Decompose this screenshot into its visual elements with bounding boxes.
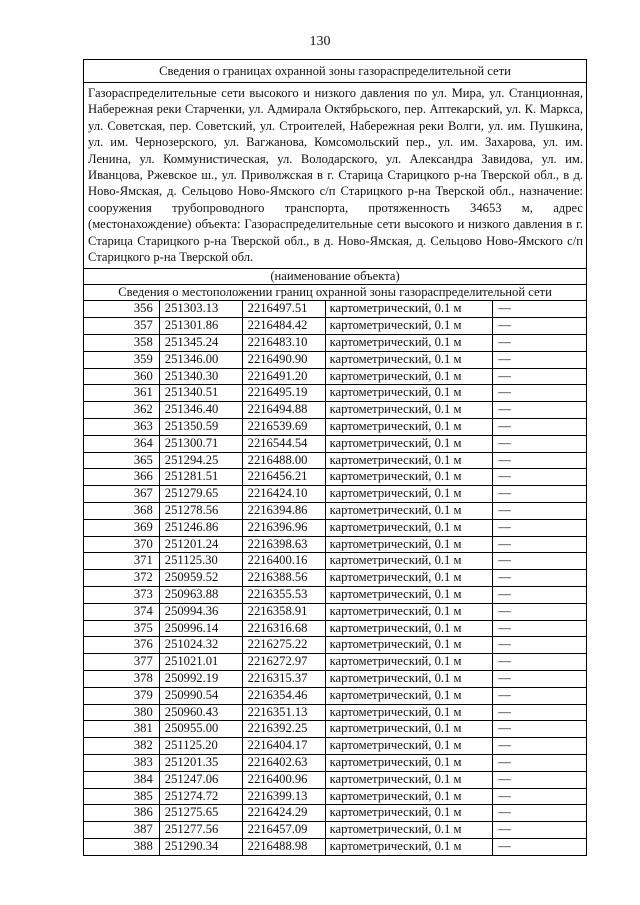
point-number: 382 xyxy=(84,738,160,755)
y-coordinate: 2216394.86 xyxy=(242,503,325,520)
point-number: 358 xyxy=(84,335,160,352)
x-coordinate: 251340.51 xyxy=(159,385,242,402)
x-coordinate: 250960.43 xyxy=(159,704,242,721)
method-accuracy: картометрический, 0.1 м xyxy=(325,368,493,385)
point-number: 361 xyxy=(84,385,160,402)
y-coordinate: 2216404.17 xyxy=(242,738,325,755)
header-row xyxy=(84,60,587,83)
x-coordinate: 251275.65 xyxy=(159,805,242,822)
point-number: 364 xyxy=(84,435,160,452)
y-coordinate: 2216424.29 xyxy=(242,805,325,822)
x-coordinate: 250959.52 xyxy=(159,570,242,587)
description-cell: — xyxy=(493,687,587,704)
description-cell: — xyxy=(493,838,587,855)
method-accuracy: картометрический, 0.1 м xyxy=(325,570,493,587)
method-accuracy: картометрический, 0.1 м xyxy=(325,469,493,486)
x-coordinate: 251346.40 xyxy=(159,402,242,419)
description-cell: — xyxy=(493,301,587,318)
table-row xyxy=(84,654,587,671)
point-number: 379 xyxy=(84,687,160,704)
table-row xyxy=(84,419,587,436)
x-coordinate: 251340.30 xyxy=(159,368,242,385)
y-coordinate: 2216488.00 xyxy=(242,452,325,469)
description-cell: — xyxy=(493,435,587,452)
y-coordinate: 2216392.25 xyxy=(242,721,325,738)
table-row xyxy=(84,385,587,402)
table-row xyxy=(84,805,587,822)
table-row xyxy=(84,301,587,318)
x-coordinate: 251024.32 xyxy=(159,637,242,654)
point-number: 381 xyxy=(84,721,160,738)
description-cell: — xyxy=(493,637,587,654)
table-row xyxy=(84,620,587,637)
boundary-table xyxy=(83,59,587,856)
method-accuracy: картометрический, 0.1 м xyxy=(325,351,493,368)
point-number: 372 xyxy=(84,570,160,587)
description-cell: — xyxy=(493,452,587,469)
point-number: 375 xyxy=(84,620,160,637)
method-accuracy: картометрический, 0.1 м xyxy=(325,435,493,452)
point-number: 371 xyxy=(84,553,160,570)
y-coordinate: 2216539.69 xyxy=(242,419,325,436)
table-row xyxy=(84,402,587,419)
y-coordinate: 2216388.56 xyxy=(242,570,325,587)
x-coordinate: 250963.88 xyxy=(159,587,242,604)
method-accuracy: картометрический, 0.1 м xyxy=(325,385,493,402)
method-accuracy: картометрический, 0.1 м xyxy=(325,603,493,620)
table-row xyxy=(84,721,587,738)
table-row xyxy=(84,570,587,587)
method-accuracy: картометрический, 0.1 м xyxy=(325,754,493,771)
object-description: Газораспределительные сети высокого и низкого давления по ул. Мира, ул. Станционная, Набережная реки Старченки, ул. Адмирала Октябрьского, пер. Аптекарский, ул. К. Маркса, ул. Советская, пер. Советский, ул. Строителей, Набережная реки Волги, ул. им. Пушкина, ул. им. Чернозерского, ул. Вагжанова, Комсомольский пер., ул. им. Захарова, ул. им. Ленина, ул. Коммунистическая, ул. Володарского, ул. Александра Завидова, ул. им. Иванцова, Ржевское ш., ул. Приволжская в г. Старица Старицкого р-на Тверской обл., в д. Ново-Ямская, д. Сельцово Ново-Ямского с/п Старицкого р-на Тверской обл., назначение: сооружения трубопроводного транспорта, протяженность 34653 м, адрес (местонахождение) объекта: Газораспределительные сети высокого и низкого давления в г. Старица Старицкого р-на Тверской обл., в д. Ново-Ямская, д. Сельцово Ново-Ямского с/п Старицкого р-на Тверской обл. xyxy=(84,83,587,269)
description-cell: — xyxy=(493,419,587,436)
y-coordinate: 2216457.09 xyxy=(242,822,325,839)
method-accuracy: картометрический, 0.1 м xyxy=(325,704,493,721)
method-accuracy: картометрический, 0.1 м xyxy=(325,671,493,688)
table-row xyxy=(84,822,587,839)
method-accuracy: картометрический, 0.1 м xyxy=(325,587,493,604)
y-coordinate: 2216494.88 xyxy=(242,402,325,419)
table-row xyxy=(84,738,587,755)
y-coordinate: 2216400.16 xyxy=(242,553,325,570)
point-number: 376 xyxy=(84,637,160,654)
point-number: 370 xyxy=(84,536,160,553)
x-coordinate: 251345.24 xyxy=(159,335,242,352)
point-number: 359 xyxy=(84,351,160,368)
table-row xyxy=(84,452,587,469)
y-coordinate: 2216483.10 xyxy=(242,335,325,352)
y-coordinate: 2216398.63 xyxy=(242,536,325,553)
point-number: 366 xyxy=(84,469,160,486)
page-number: 130 xyxy=(309,34,331,49)
point-number: 385 xyxy=(84,788,160,805)
point-number: 368 xyxy=(84,503,160,520)
point-number: 378 xyxy=(84,671,160,688)
description-cell: — xyxy=(493,771,587,788)
y-coordinate: 2216354.46 xyxy=(242,687,325,704)
table-row xyxy=(84,587,587,604)
description-cell: — xyxy=(493,486,587,503)
point-number: 374 xyxy=(84,603,160,620)
x-coordinate: 251021.01 xyxy=(159,654,242,671)
method-accuracy: картометрический, 0.1 м xyxy=(325,419,493,436)
method-accuracy: картометрический, 0.1 м xyxy=(325,402,493,419)
point-number: 386 xyxy=(84,805,160,822)
point-number: 383 xyxy=(84,754,160,771)
table-row xyxy=(84,519,587,536)
table-row xyxy=(84,503,587,520)
y-coordinate: 2216355.53 xyxy=(242,587,325,604)
object-name-row xyxy=(84,269,587,285)
description-cell: — xyxy=(493,704,587,721)
x-coordinate: 251201.24 xyxy=(159,536,242,553)
description-cell: — xyxy=(493,721,587,738)
description-cell: — xyxy=(493,822,587,839)
x-coordinate: 251303.13 xyxy=(159,301,242,318)
table-row xyxy=(84,771,587,788)
x-coordinate: 251279.65 xyxy=(159,486,242,503)
description-row xyxy=(84,83,587,269)
table-row xyxy=(84,318,587,335)
location-title-row xyxy=(84,285,587,301)
x-coordinate: 250994.36 xyxy=(159,603,242,620)
method-accuracy: картометрический, 0.1 м xyxy=(325,805,493,822)
point-number: 362 xyxy=(84,402,160,419)
method-accuracy: картометрический, 0.1 м xyxy=(325,335,493,352)
method-accuracy: картометрический, 0.1 м xyxy=(325,301,493,318)
method-accuracy: картометрический, 0.1 м xyxy=(325,654,493,671)
point-number: 369 xyxy=(84,519,160,536)
description-cell: — xyxy=(493,385,587,402)
description-cell: — xyxy=(493,536,587,553)
method-accuracy: картометрический, 0.1 м xyxy=(325,503,493,520)
table-row xyxy=(84,788,587,805)
x-coordinate: 251278.56 xyxy=(159,503,242,520)
method-accuracy: картометрический, 0.1 м xyxy=(325,318,493,335)
y-coordinate: 2216315.37 xyxy=(242,671,325,688)
y-coordinate: 2216497.51 xyxy=(242,301,325,318)
x-coordinate: 251350.59 xyxy=(159,419,242,436)
description-cell: — xyxy=(493,553,587,570)
description-cell: — xyxy=(493,351,587,368)
y-coordinate: 2216402.63 xyxy=(242,754,325,771)
y-coordinate: 2216456.21 xyxy=(242,469,325,486)
table-row xyxy=(84,687,587,704)
table-row xyxy=(84,486,587,503)
method-accuracy: картометрический, 0.1 м xyxy=(325,838,493,855)
y-coordinate: 2216424.10 xyxy=(242,486,325,503)
x-coordinate: 251300.71 xyxy=(159,435,242,452)
y-coordinate: 2216491.20 xyxy=(242,368,325,385)
method-accuracy: картометрический, 0.1 м xyxy=(325,452,493,469)
y-coordinate: 2216358.91 xyxy=(242,603,325,620)
description-cell: — xyxy=(493,754,587,771)
description-cell: — xyxy=(493,738,587,755)
point-number: 367 xyxy=(84,486,160,503)
x-coordinate: 250992.19 xyxy=(159,671,242,688)
method-accuracy: картометрический, 0.1 м xyxy=(325,637,493,654)
point-number: 377 xyxy=(84,654,160,671)
table-row xyxy=(84,469,587,486)
y-coordinate: 2216488.98 xyxy=(242,838,325,855)
y-coordinate: 2216490.90 xyxy=(242,351,325,368)
method-accuracy: картометрический, 0.1 м xyxy=(325,738,493,755)
point-number: 387 xyxy=(84,822,160,839)
y-coordinate: 2216272.97 xyxy=(242,654,325,671)
x-coordinate: 251246.86 xyxy=(159,519,242,536)
y-coordinate: 2216316.68 xyxy=(242,620,325,637)
description-cell: — xyxy=(493,671,587,688)
point-number: 356 xyxy=(84,301,160,318)
point-number: 373 xyxy=(84,587,160,604)
method-accuracy: картометрический, 0.1 м xyxy=(325,519,493,536)
y-coordinate: 2216396.96 xyxy=(242,519,325,536)
point-number: 384 xyxy=(84,771,160,788)
description-cell: — xyxy=(493,654,587,671)
description-cell: — xyxy=(493,519,587,536)
method-accuracy: картометрический, 0.1 м xyxy=(325,721,493,738)
method-accuracy: картометрический, 0.1 м xyxy=(325,553,493,570)
table-row xyxy=(84,553,587,570)
description-cell: — xyxy=(493,318,587,335)
method-accuracy: картометрический, 0.1 м xyxy=(325,620,493,637)
table-row xyxy=(84,335,587,352)
table-row xyxy=(84,351,587,368)
description-cell: — xyxy=(493,620,587,637)
table-row xyxy=(84,536,587,553)
x-coordinate: 251277.56 xyxy=(159,822,242,839)
description-cell: — xyxy=(493,402,587,419)
point-number: 360 xyxy=(84,368,160,385)
description-cell: — xyxy=(493,805,587,822)
description-cell: — xyxy=(493,368,587,385)
point-number: 357 xyxy=(84,318,160,335)
description-cell: — xyxy=(493,570,587,587)
method-accuracy: картометрический, 0.1 м xyxy=(325,536,493,553)
point-number: 365 xyxy=(84,452,160,469)
point-number: 388 xyxy=(84,838,160,855)
y-coordinate: 2216399.13 xyxy=(242,788,325,805)
table-row xyxy=(84,754,587,771)
x-coordinate: 251125.30 xyxy=(159,553,242,570)
table-row xyxy=(84,704,587,721)
x-coordinate: 251125.20 xyxy=(159,738,242,755)
x-coordinate: 250990.54 xyxy=(159,687,242,704)
y-coordinate: 2216495.19 xyxy=(242,385,325,402)
y-coordinate: 2216544.54 xyxy=(242,435,325,452)
method-accuracy: картометрический, 0.1 м xyxy=(325,771,493,788)
description-cell: — xyxy=(493,335,587,352)
x-coordinate: 251294.25 xyxy=(159,452,242,469)
description-cell: — xyxy=(493,469,587,486)
table-row xyxy=(84,435,587,452)
x-coordinate: 251301.86 xyxy=(159,318,242,335)
description-cell: — xyxy=(493,503,587,520)
x-coordinate: 250996.14 xyxy=(159,620,242,637)
y-coordinate: 2216275.22 xyxy=(242,637,325,654)
x-coordinate: 251201.35 xyxy=(159,754,242,771)
x-coordinate: 251290.34 xyxy=(159,838,242,855)
point-number: 380 xyxy=(84,704,160,721)
description-cell: — xyxy=(493,603,587,620)
method-accuracy: картометрический, 0.1 м xyxy=(325,687,493,704)
x-coordinate: 250955.00 xyxy=(159,721,242,738)
header-title: Сведения о границах охранной зоны газораспределительной сети xyxy=(84,60,587,83)
y-coordinate: 2216351.13 xyxy=(242,704,325,721)
method-accuracy: картометрический, 0.1 м xyxy=(325,788,493,805)
object-name-label: (наименование объекта) xyxy=(84,269,587,285)
table-row xyxy=(84,637,587,654)
method-accuracy: картометрический, 0.1 м xyxy=(325,822,493,839)
y-coordinate: 2216484.42 xyxy=(242,318,325,335)
description-cell: — xyxy=(493,587,587,604)
method-accuracy: картометрический, 0.1 м xyxy=(325,486,493,503)
table-row xyxy=(84,671,587,688)
x-coordinate: 251247.06 xyxy=(159,771,242,788)
description-cell: — xyxy=(493,788,587,805)
point-number: 363 xyxy=(84,419,160,436)
x-coordinate: 251274.72 xyxy=(159,788,242,805)
x-coordinate: 251281.51 xyxy=(159,469,242,486)
x-coordinate: 251346.00 xyxy=(159,351,242,368)
table-row xyxy=(84,368,587,385)
y-coordinate: 2216400.96 xyxy=(242,771,325,788)
table-row xyxy=(84,603,587,620)
location-title: Сведения о местоположении границ охранной зоны газораспределительной сети xyxy=(84,285,587,301)
table-row xyxy=(84,838,587,855)
